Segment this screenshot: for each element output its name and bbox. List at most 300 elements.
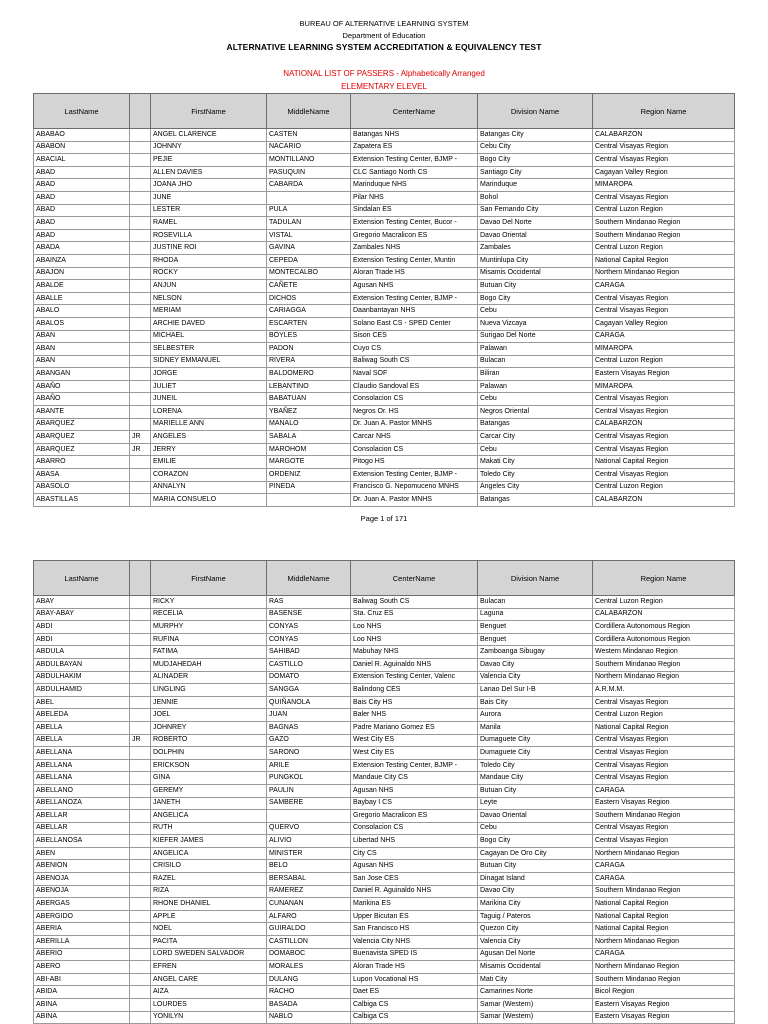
table-row	[34, 292, 735, 305]
centername-cell: Aloran Trade HS	[351, 961, 478, 974]
table-row	[34, 759, 735, 772]
table-row	[34, 948, 735, 961]
table-row	[34, 443, 735, 456]
firstname-cell: ANJUN	[151, 280, 267, 293]
region-cell: Southern Mindanao Region	[593, 973, 735, 986]
division-cell: Santiago City	[478, 166, 593, 179]
region-cell: Eastern Visayas Region	[593, 999, 735, 1012]
suffix-cell	[130, 671, 151, 684]
region-cell: Eastern Visayas Region	[593, 797, 735, 810]
region-cell: CARAGA	[593, 948, 735, 961]
centername-cell: Baliwag South CS	[351, 355, 478, 368]
level-title: ELEMENTARY ELEVEL	[341, 82, 427, 91]
table-row	[34, 873, 735, 886]
firstname-cell: ANGEL CARE	[151, 973, 267, 986]
table-row	[34, 280, 735, 293]
firstname-cell: RECELIA	[151, 608, 267, 621]
centername-cell: Agusan NHS	[351, 784, 478, 797]
region-cell: National Capital Region	[593, 898, 735, 911]
suffix-cell: JR	[130, 431, 151, 444]
centername-cell: Marinduque NHS	[351, 179, 478, 192]
lastname-cell: ABAY	[34, 596, 130, 609]
region-cell: National Capital Region	[593, 254, 735, 267]
division-cell: Valencia City	[478, 936, 593, 949]
centername-cell: Francisco G. Nepomuceno MNHS	[351, 481, 478, 494]
table-row	[34, 406, 735, 419]
middlename-cell: QUERVO	[267, 822, 351, 835]
firstname-cell: PEJIE	[151, 154, 267, 167]
division-cell: Dumaguete City	[478, 747, 593, 760]
suffix-cell	[130, 254, 151, 267]
middlename-cell: MORALES	[267, 961, 351, 974]
firstname-cell: ANGELICA	[151, 847, 267, 860]
lastname-cell: ABABAO	[34, 129, 130, 142]
lastname-cell: ABAÑO	[34, 393, 130, 406]
table-row	[34, 810, 735, 823]
firstname-cell: CRISILO	[151, 860, 267, 873]
suffix-cell	[130, 166, 151, 179]
division-cell: Quezon City	[478, 923, 593, 936]
centername-cell: West City ES	[351, 747, 478, 760]
region-cell: CARAGA	[593, 873, 735, 886]
suffix-cell	[130, 456, 151, 469]
division-cell: Misamis Occidental	[478, 961, 593, 974]
centername-cell: Valencia City NHS	[351, 936, 478, 949]
division-cell: Leyte	[478, 797, 593, 810]
lastname-cell: ABAD	[34, 166, 130, 179]
firstname-cell: LINGLING	[151, 684, 267, 697]
suffix-cell	[130, 191, 151, 204]
table-row	[34, 166, 735, 179]
lastname-cell: ABAÑO	[34, 380, 130, 393]
centername-cell: Negros Or. HS	[351, 406, 478, 419]
centername-cell: Claudio Sandoval ES	[351, 380, 478, 393]
division-cell: Bogo City	[478, 154, 593, 167]
suffix-cell	[130, 418, 151, 431]
region-cell: National Capital Region	[593, 910, 735, 923]
suffix-cell	[130, 1011, 151, 1024]
centername-cell: Balindong CES	[351, 684, 478, 697]
suffix-cell	[130, 343, 151, 356]
division-cell: Dinagat Island	[478, 873, 593, 886]
list-title: NATIONAL LIST OF PASSERS - Alphabetically Arranged	[283, 69, 485, 78]
region-cell: Eastern Visayas Region	[593, 368, 735, 381]
firstname-cell: RUTH	[151, 822, 267, 835]
division-cell: Mandaue City	[478, 772, 593, 785]
region-cell: Central Visayas Region	[593, 734, 735, 747]
division-cell: Cebu City	[478, 141, 593, 154]
division-cell: Marikina City	[478, 898, 593, 911]
division-cell: Butuan City	[478, 860, 593, 873]
table-row	[34, 267, 735, 280]
centername-cell: Baler NHS	[351, 709, 478, 722]
firstname-cell: ROBERTO	[151, 734, 267, 747]
middlename-cell: GUIRALDO	[267, 923, 351, 936]
lastname-cell: ABANTE	[34, 406, 130, 419]
col-header-firstname: FirstName	[151, 94, 267, 129]
middlename-cell: MONTECALBO	[267, 267, 351, 280]
middlename-cell: BERSABAL	[267, 873, 351, 886]
table-row	[34, 229, 735, 242]
middlename-cell: CABARDA	[267, 179, 351, 192]
division-cell: Davao Oriental	[478, 810, 593, 823]
suffix-cell	[130, 229, 151, 242]
suffix-cell	[130, 847, 151, 860]
region-cell: Southern Mindanao Region	[593, 658, 735, 671]
col-header-centername: CenterName	[351, 94, 478, 129]
lastname-cell: ABALDE	[34, 280, 130, 293]
suffix-cell	[130, 772, 151, 785]
col-header-middlename: MiddleName	[267, 94, 351, 129]
lastname-cell: ABEL	[34, 696, 130, 709]
centername-cell: Consolacion CS	[351, 443, 478, 456]
suffix-cell	[130, 986, 151, 999]
region-cell: Central Visayas Region	[593, 759, 735, 772]
division-cell: Palawan	[478, 343, 593, 356]
middlename-cell: LEBANTINO	[267, 380, 351, 393]
division-cell: Batangas	[478, 418, 593, 431]
region-cell: CARAGA	[593, 330, 735, 343]
centername-cell: Calbiga CS	[351, 1011, 478, 1024]
table-row	[34, 141, 735, 154]
lastname-cell: ABAN	[34, 355, 130, 368]
middlename-cell: CASTILLO	[267, 658, 351, 671]
firstname-cell: JOHNNY	[151, 141, 267, 154]
region-cell: Central Luzon Region	[593, 355, 735, 368]
division-cell: Muntinlupa City	[478, 254, 593, 267]
lastname-cell: ABELLA	[34, 734, 130, 747]
division-cell: San Fernando City	[478, 204, 593, 217]
col-header-suffix	[130, 94, 151, 129]
table-row	[34, 973, 735, 986]
suffix-cell	[130, 721, 151, 734]
table-row	[34, 305, 735, 318]
suffix-cell	[130, 621, 151, 634]
suffix-cell	[130, 797, 151, 810]
region-cell: MIMAROPA	[593, 343, 735, 356]
centername-cell: Naval SOF	[351, 368, 478, 381]
col-header-centername: CenterName	[351, 561, 478, 596]
middlename-cell: YBAÑEZ	[267, 406, 351, 419]
department-title: Department of Education	[342, 31, 426, 40]
page-number: Page 1 of 171	[360, 514, 408, 523]
centername-cell: Mandaue City CS	[351, 772, 478, 785]
region-cell: CALABARZON	[593, 494, 735, 507]
firstname-cell: JOHNREY	[151, 721, 267, 734]
table-row	[34, 898, 735, 911]
region-cell: Central Visayas Region	[593, 469, 735, 482]
middlename-cell: SABALA	[267, 431, 351, 444]
region-cell: MIMAROPA	[593, 179, 735, 192]
lastname-cell: ABASTILLAS	[34, 494, 130, 507]
lastname-cell: ABAN	[34, 343, 130, 356]
division-cell: Taguig / Pateros	[478, 910, 593, 923]
lastname-cell: ABENION	[34, 860, 130, 873]
middlename-cell: PINEDA	[267, 481, 351, 494]
middlename-cell: NABLO	[267, 1011, 351, 1024]
region-cell: Eastern Visayas Region	[593, 1011, 735, 1024]
division-cell: Marinduque	[478, 179, 593, 192]
centername-cell: Sison CES	[351, 330, 478, 343]
lastname-cell: ABAJON	[34, 267, 130, 280]
lastname-cell: ABERO	[34, 961, 130, 974]
region-cell: Central Visayas Region	[593, 305, 735, 318]
centername-cell: Agusan NHS	[351, 280, 478, 293]
region-cell: Southern Mindanao Region	[593, 810, 735, 823]
suffix-cell	[130, 873, 151, 886]
centername-cell: San Francisco HS	[351, 923, 478, 936]
middlename-cell: BELO	[267, 860, 351, 873]
division-cell: Lanao Del Sur I-B	[478, 684, 593, 697]
region-cell: Cagayan Valley Region	[593, 166, 735, 179]
firstname-cell: EMILIE	[151, 456, 267, 469]
firstname-cell: JUNEIL	[151, 393, 267, 406]
division-cell: Biliran	[478, 368, 593, 381]
middlename-cell: MANALO	[267, 418, 351, 431]
table-row	[34, 393, 735, 406]
suffix-cell	[130, 961, 151, 974]
suffix-cell	[130, 835, 151, 848]
division-cell: Davao City	[478, 658, 593, 671]
centername-cell: Consolacion CS	[351, 822, 478, 835]
division-cell: Butuan City	[478, 784, 593, 797]
middlename-cell: MAROHOM	[267, 443, 351, 456]
firstname-cell: PACITA	[151, 936, 267, 949]
table-row	[34, 204, 735, 217]
lastname-cell: ABELLANA	[34, 759, 130, 772]
region-cell: CALABARZON	[593, 608, 735, 621]
firstname-cell: ANGEL CLARENCE	[151, 129, 267, 142]
suffix-cell	[130, 481, 151, 494]
region-cell: Cagayan Valley Region	[593, 317, 735, 330]
firstname-cell: ROSEVILLA	[151, 229, 267, 242]
suffix-cell	[130, 380, 151, 393]
suffix-cell	[130, 885, 151, 898]
centername-cell: Daet ES	[351, 986, 478, 999]
division-cell: Misamis Occidental	[478, 267, 593, 280]
table-row	[34, 596, 735, 609]
firstname-cell: JUSTINE ROI	[151, 242, 267, 255]
middlename-cell: MONTILLANO	[267, 154, 351, 167]
table-row	[34, 961, 735, 974]
middlename-cell: PAULIN	[267, 784, 351, 797]
centername-cell: Upper Bicutan ES	[351, 910, 478, 923]
col-header-lastname: LastName	[34, 561, 130, 596]
region-cell: Bicol Region	[593, 986, 735, 999]
centername-cell: Zapatera ES	[351, 141, 478, 154]
table-row	[34, 847, 735, 860]
table-row	[34, 772, 735, 785]
region-cell: A.R.M.M.	[593, 684, 735, 697]
centername-cell: Cuyo CS	[351, 343, 478, 356]
lastname-cell: ABARQUEZ	[34, 418, 130, 431]
lastname-cell: ABDULHAKIM	[34, 671, 130, 684]
division-cell: Batangas City	[478, 129, 593, 142]
table-row	[34, 923, 735, 936]
division-cell: Palawan	[478, 380, 593, 393]
firstname-cell: JOANA JHO	[151, 179, 267, 192]
middlename-cell: CASTILLON	[267, 936, 351, 949]
lastname-cell: ABELEDA	[34, 709, 130, 722]
division-cell: Davao Del Norte	[478, 217, 593, 230]
centername-cell: Zambales NHS	[351, 242, 478, 255]
table-row	[34, 456, 735, 469]
middlename-cell: BASADA	[267, 999, 351, 1012]
lastname-cell: ABELLA	[34, 721, 130, 734]
division-cell: Bohol	[478, 191, 593, 204]
table-row	[34, 494, 735, 507]
middlename-cell: BAGNAS	[267, 721, 351, 734]
middlename-cell: VISTAL	[267, 229, 351, 242]
suffix-cell	[130, 267, 151, 280]
firstname-cell: SELBESTER	[151, 343, 267, 356]
suffix-cell	[130, 406, 151, 419]
table-row	[34, 242, 735, 255]
firstname-cell: ARCHIE DAVED	[151, 317, 267, 330]
lastname-cell: ABADA	[34, 242, 130, 255]
division-cell: Bulacan	[478, 355, 593, 368]
middlename-cell: SAMBERE	[267, 797, 351, 810]
centername-cell: Calbiga CS	[351, 999, 478, 1012]
region-cell: Central Visayas Region	[593, 154, 735, 167]
suffix-cell	[130, 393, 151, 406]
centername-cell: Extension Testing Center, BJMP -	[351, 469, 478, 482]
middlename-cell: ALFARO	[267, 910, 351, 923]
table-row	[34, 684, 735, 697]
region-cell: CARAGA	[593, 784, 735, 797]
lastname-cell: ABERGAS	[34, 898, 130, 911]
suffix-cell	[130, 810, 151, 823]
suffix-cell	[130, 242, 151, 255]
lastname-cell: ABARRO	[34, 456, 130, 469]
lastname-cell: ABERGIDO	[34, 910, 130, 923]
middlename-cell: BABATUAN	[267, 393, 351, 406]
division-cell: Cebu	[478, 393, 593, 406]
lastname-cell: ABACIAL	[34, 154, 130, 167]
middlename-cell: SARONO	[267, 747, 351, 760]
centername-cell: Pitogo HS	[351, 456, 478, 469]
middlename-cell: TADULAN	[267, 217, 351, 230]
middlename-cell: ESCARTEN	[267, 317, 351, 330]
centername-cell: Pilar NHS	[351, 191, 478, 204]
middlename-cell	[267, 494, 351, 507]
table-row	[34, 822, 735, 835]
middlename-cell	[267, 191, 351, 204]
firstname-cell: RAMEL	[151, 217, 267, 230]
table-row	[34, 254, 735, 267]
middlename-cell: RIVERA	[267, 355, 351, 368]
firstname-cell: GINA	[151, 772, 267, 785]
division-cell: Cebu	[478, 305, 593, 318]
centername-cell: Sindalan ES	[351, 204, 478, 217]
suffix-cell	[130, 596, 151, 609]
region-cell: Central Luzon Region	[593, 481, 735, 494]
centername-cell: Consolacion CS	[351, 393, 478, 406]
suffix-cell	[130, 633, 151, 646]
region-cell: Central Visayas Region	[593, 393, 735, 406]
lastname-cell: ABAN	[34, 330, 130, 343]
division-cell: Benguet	[478, 621, 593, 634]
lastname-cell: ABAD	[34, 191, 130, 204]
middlename-cell: ARILE	[267, 759, 351, 772]
table-row	[34, 191, 735, 204]
lastname-cell: ABDULBAYAN	[34, 658, 130, 671]
firstname-cell: ERICKSON	[151, 759, 267, 772]
middlename-cell: BOYLES	[267, 330, 351, 343]
suffix-cell	[130, 330, 151, 343]
suffix-cell	[130, 179, 151, 192]
region-cell: National Capital Region	[593, 721, 735, 734]
middlename-cell: MARGOTE	[267, 456, 351, 469]
suffix-cell	[130, 822, 151, 835]
division-cell: Bulacan	[478, 596, 593, 609]
firstname-cell: MARIA CONSUELO	[151, 494, 267, 507]
suffix-cell	[130, 658, 151, 671]
table-row	[34, 368, 735, 381]
region-cell: Central Luzon Region	[593, 242, 735, 255]
lastname-cell: ABIDA	[34, 986, 130, 999]
region-cell: Central Luzon Region	[593, 596, 735, 609]
centername-cell: Gregorio Macralicon ES	[351, 810, 478, 823]
middlename-cell: DICHOS	[267, 292, 351, 305]
table-row	[34, 330, 735, 343]
centername-cell: Loo NHS	[351, 633, 478, 646]
suffix-cell: JR	[130, 443, 151, 456]
table-row	[34, 936, 735, 949]
division-cell: Mati City	[478, 973, 593, 986]
region-cell: National Capital Region	[593, 456, 735, 469]
region-cell: CALABARZON	[593, 129, 735, 142]
firstname-cell: LORENA	[151, 406, 267, 419]
firstname-cell: FATIMA	[151, 646, 267, 659]
division-cell: Cebu	[478, 443, 593, 456]
lastname-cell: ABELLANA	[34, 747, 130, 760]
firstname-cell: MURPHY	[151, 621, 267, 634]
middlename-cell: PASUQUIN	[267, 166, 351, 179]
table-row	[34, 431, 735, 444]
col-header-lastname: LastName	[34, 94, 130, 129]
middlename-cell: CONYAS	[267, 633, 351, 646]
centername-cell: Daniel R. Aguinaldo NHS	[351, 885, 478, 898]
suffix-cell	[130, 317, 151, 330]
firstname-cell: EFREN	[151, 961, 267, 974]
lastname-cell: ABERILLA	[34, 936, 130, 949]
middlename-cell: CAÑETE	[267, 280, 351, 293]
lastname-cell: ABDULA	[34, 646, 130, 659]
middlename-cell: SAHIBAD	[267, 646, 351, 659]
suffix-cell	[130, 747, 151, 760]
lastname-cell: ABARQUEZ	[34, 443, 130, 456]
division-cell: Davao Oriental	[478, 229, 593, 242]
middlename-cell: RAMEREZ	[267, 885, 351, 898]
lastname-cell: ABDI	[34, 633, 130, 646]
firstname-cell: RICKY	[151, 596, 267, 609]
lastname-cell: ABANGAN	[34, 368, 130, 381]
firstname-cell: ANGELICA	[151, 810, 267, 823]
centername-cell: Extension Testing Center, BJMP -	[351, 292, 478, 305]
suffix-cell	[130, 305, 151, 318]
region-cell: Central Visayas Region	[593, 747, 735, 760]
col-header-suffix	[130, 561, 151, 596]
region-cell: Southern Mindanao Region	[593, 229, 735, 242]
firstname-cell: LORD SWEDEN SALVADOR	[151, 948, 267, 961]
firstname-cell: KIEFER JAMES	[151, 835, 267, 848]
region-cell: Central Visayas Region	[593, 772, 735, 785]
firstname-cell: ALLEN DAVIES	[151, 166, 267, 179]
table-row	[34, 179, 735, 192]
firstname-cell: CORAZON	[151, 469, 267, 482]
centername-cell: Carcar NHS	[351, 431, 478, 444]
